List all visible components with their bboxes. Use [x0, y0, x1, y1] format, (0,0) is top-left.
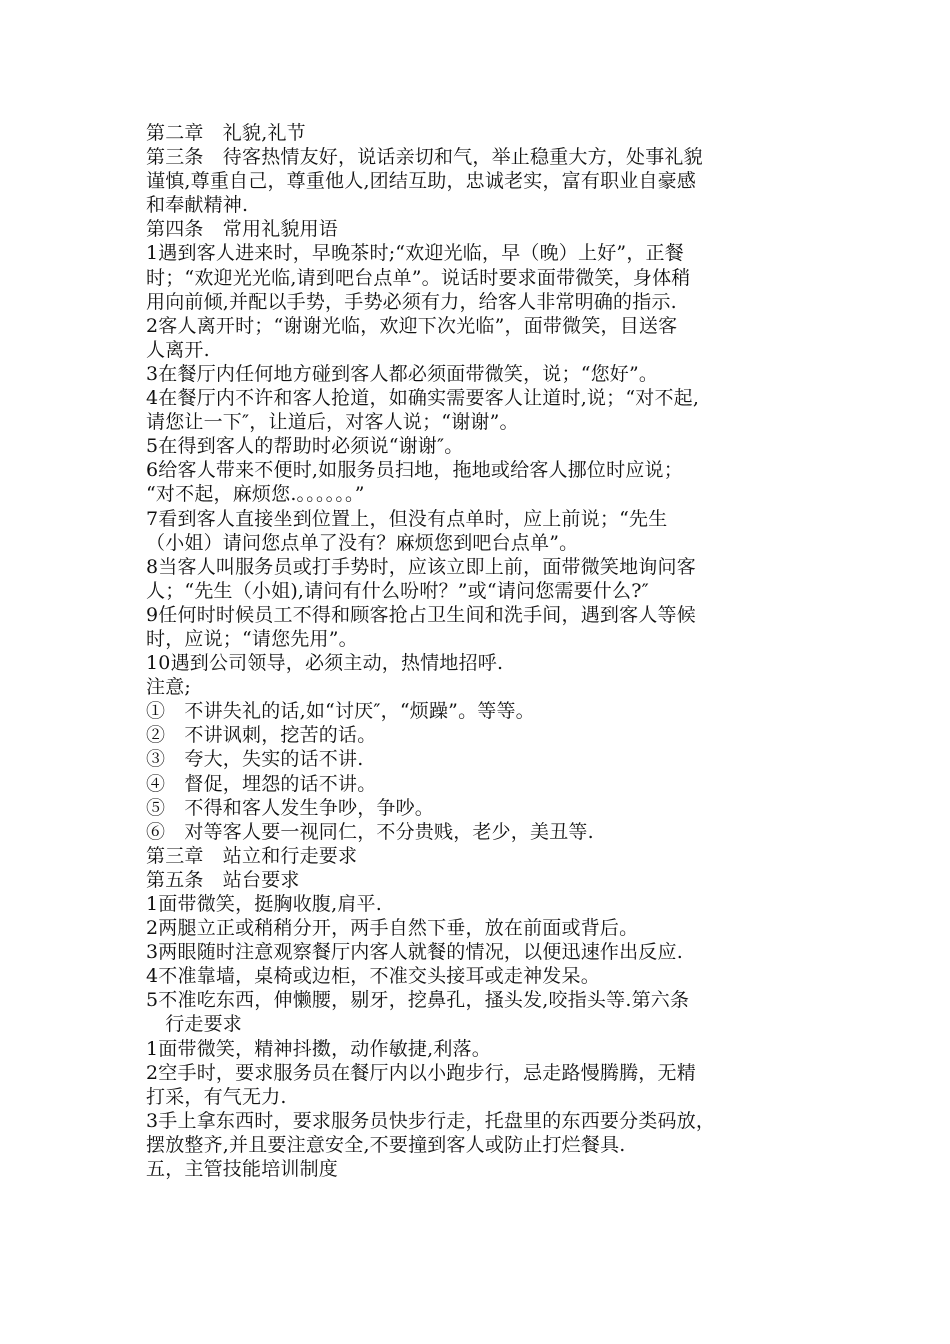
paragraph-line: 时，应说；“请您先用”。 — [146, 627, 358, 650]
article-heading: 行走要求 — [146, 1013, 243, 1036]
paragraph-line: 和奉献精神. — [146, 194, 249, 217]
article-heading: 第四条 常用礼貌用语 — [146, 218, 339, 241]
list-item: 2客人离开时；“谢谢光临，欢迎下次光临”，面带微笑，目送客 — [146, 314, 678, 337]
list-item: 2两腿立正或稍稍分开，两手自然下垂，放在前面或背后。 — [146, 917, 639, 940]
list-item: 7看到客人直接坐到位置上，但没有点单时，应上前说；“先生 — [146, 507, 668, 530]
list-item: 4在餐厅内不许和客人抢道，如确实需要客人让道时,说；“对不起, — [146, 387, 700, 410]
list-item: 5在得到客人的帮助时必须说“谢谢″。 — [146, 435, 464, 458]
list-item: 4不准靠墙，桌椅或边柜，不准交头接耳或走神发呆。 — [146, 965, 600, 988]
article-paragraph: 第三条 待客热情友好，说话亲切和气，举止稳重大方，处事礼貌 — [146, 146, 703, 169]
list-item: 3两眼随时注意观察餐厅内客人就餐的情况，以便迅速作出反应. — [146, 941, 683, 964]
chapter-heading: 第二章 礼貌,礼节 — [146, 122, 306, 144]
note-item: ① 不讲失礼的话,如“讨厌″，“烦躁”。等等。 — [146, 700, 535, 723]
chapter-heading: 第三章 站立和行走要求 — [146, 844, 358, 867]
paragraph-line: 摆放整齐,并且要注意安全,不要撞到客人或防止打烂餐具. — [146, 1133, 626, 1156]
paragraph-line: 请您让一下″，让道后，对客人说；“谢谢”。 — [146, 411, 519, 434]
paragraph-line: 人离开. — [146, 338, 210, 361]
list-item: 10遇到公司领导，必须主动，热情地招呼. — [146, 652, 504, 675]
list-item: 1面带微笑，挺胸收腹,肩平. — [146, 893, 382, 915]
list-item: 3在餐厅内任何地方碰到客人都必须面带微笑，说；“您好”。 — [146, 362, 659, 385]
list-item: 9任何时时候员工不得和顾客抢占卫生间和洗手间，遇到客人等候 — [146, 603, 696, 626]
paragraph-line: 打采，有气无力. — [146, 1085, 287, 1108]
list-item: 5不准吃东西，伸懒腰，剔牙，挖鼻孔，搔头发,咬指头等.第六条 — [146, 989, 690, 1012]
note-item: ③ 夸大，失实的话不讲. — [146, 748, 364, 771]
section-heading: 五，主管技能培训制度 — [146, 1158, 339, 1181]
article-heading: 第五条 站台要求 — [146, 868, 300, 891]
paragraph-line: “对不起，麻烦您.。。。。。。” — [146, 483, 365, 506]
note-heading: 注意; — [146, 676, 192, 699]
list-item: 3手上拿东西时，要求服务员快步行走，托盘里的东西要分类码放， — [146, 1109, 716, 1132]
list-item: 1遇到客人进来时，早晚茶时;“欢迎光临，早（晚）上好”，正餐 — [146, 242, 684, 265]
list-item: 6给客人带来不便时,如服务员扫地，拖地或给客人挪位时应说； — [146, 459, 683, 482]
document-body — [146, 121, 818, 1181]
note-item: ④ 督促，埋怨的话不讲。 — [146, 772, 377, 795]
paragraph-line: 谨慎,尊重自己，尊重他人,团结互助，忠诚老实，富有职业自豪感 — [146, 170, 697, 193]
paragraph-line: 人；“先生（小姐),请问有什么吩咐？”或“请问您需要什么?″ — [146, 579, 649, 602]
list-item: 8当客人叫服务员或打手势时，应该立即上前，面带微笑地询问客 — [146, 555, 696, 578]
paragraph-line: 时；“欢迎光光临,请到吧台点单”。说话时要求面带微笑，身体稍 — [146, 266, 691, 289]
list-item: 2空手时，要求服务员在餐厅内以小跑步行，忌走路慢腾腾，无精 — [146, 1061, 696, 1084]
note-item: ⑤ 不得和客人发生争吵，争吵。 — [146, 796, 435, 819]
note-item: ② 不讲讽刺，挖苦的话。 — [146, 724, 377, 747]
list-item: 1面带微笑，精神抖擞，动作敏捷,利落。 — [146, 1037, 491, 1060]
paragraph-line: （小姐）请问您点单了没有？麻烦您到吧台点单”。 — [146, 531, 579, 554]
note-item: ⑥ 对等客人要一视同仁，不分贵贱，老少，美丑等. — [146, 820, 594, 843]
paragraph-line: 用向前倾,并配以手势，手势必须有力，给客人非常明确的指示. — [146, 290, 677, 313]
